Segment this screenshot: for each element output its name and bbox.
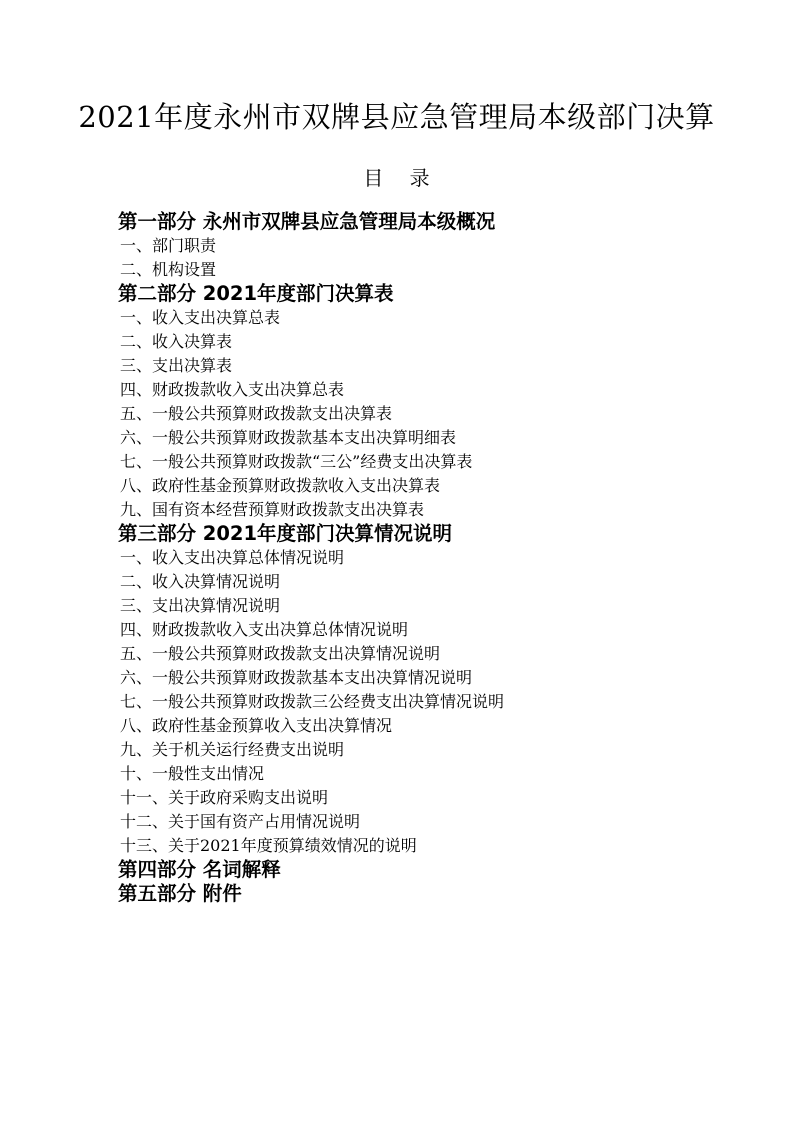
toc-item[interactable]: 十三、关于2021年度预算绩效情况的说明	[120, 836, 417, 855]
toc-heading: 目 录	[363, 166, 440, 190]
toc-item[interactable]: 九、关于机关运行经费支出说明	[120, 740, 345, 759]
toc-item[interactable]: 十二、关于国有资产占用情况说明	[120, 812, 361, 831]
toc-item[interactable]: 八、政府性基金预算财政拨款收入支出决算表	[120, 476, 441, 495]
toc-part-heading[interactable]: 第二部分 2021年度部门决算表	[118, 282, 394, 305]
toc-part-heading[interactable]: 第三部分 2021年度部门决算情况说明	[118, 522, 453, 545]
toc-item[interactable]: 一、收入支出决算总表	[120, 308, 281, 327]
toc-item[interactable]: 三、支出决算情况说明	[120, 596, 281, 615]
toc-part-heading[interactable]: 第一部分 永州市双牌县应急管理局本级概况	[118, 210, 496, 233]
toc-item[interactable]: 六、一般公共预算财政拨款基本支出决算明细表	[120, 428, 457, 447]
toc-item[interactable]: 七、一般公共预算财政拨款三公经费支出决算情况说明	[120, 692, 505, 711]
table-of-contents	[118, 210, 718, 906]
toc-item[interactable]: 一、收入支出决算总体情况说明	[120, 548, 345, 567]
toc-item[interactable]: 四、财政拨款收入支出决算总体情况说明	[120, 620, 409, 639]
toc-item[interactable]: 二、收入决算表	[120, 332, 233, 351]
toc-part-heading[interactable]: 第五部分 附件	[118, 882, 242, 905]
toc-part-heading[interactable]: 第四部分 名词解释	[118, 858, 281, 881]
toc-item[interactable]: 二、机构设置	[120, 260, 217, 279]
toc-item[interactable]: 十一、关于政府采购支出说明	[120, 788, 329, 807]
toc-item[interactable]: 二、收入决算情况说明	[120, 572, 281, 591]
toc-item[interactable]: 九、国有资本经营预算财政拨款支出决算表	[120, 500, 425, 519]
toc-item[interactable]: 一、部门职责	[120, 236, 217, 255]
toc-item[interactable]: 七、一般公共预算财政拨款“三公”经费支出决算表	[120, 452, 473, 471]
toc-item[interactable]: 十、一般性支出情况	[120, 764, 265, 783]
document-title: 2021年度永州市双牌县应急管理局本级部门决算	[78, 100, 715, 134]
toc-item[interactable]: 五、一般公共预算财政拨款支出决算情况说明	[120, 644, 441, 663]
toc-item[interactable]: 八、政府性基金预算收入支出决算情况	[120, 716, 393, 735]
toc-item[interactable]: 六、一般公共预算财政拨款基本支出决算情况说明	[120, 668, 473, 687]
toc-item[interactable]: 三、支出决算表	[120, 356, 233, 375]
toc-item[interactable]: 四、财政拨款收入支出决算总表	[120, 380, 345, 399]
toc-item[interactable]: 五、一般公共预算财政拨款支出决算表	[120, 404, 393, 423]
